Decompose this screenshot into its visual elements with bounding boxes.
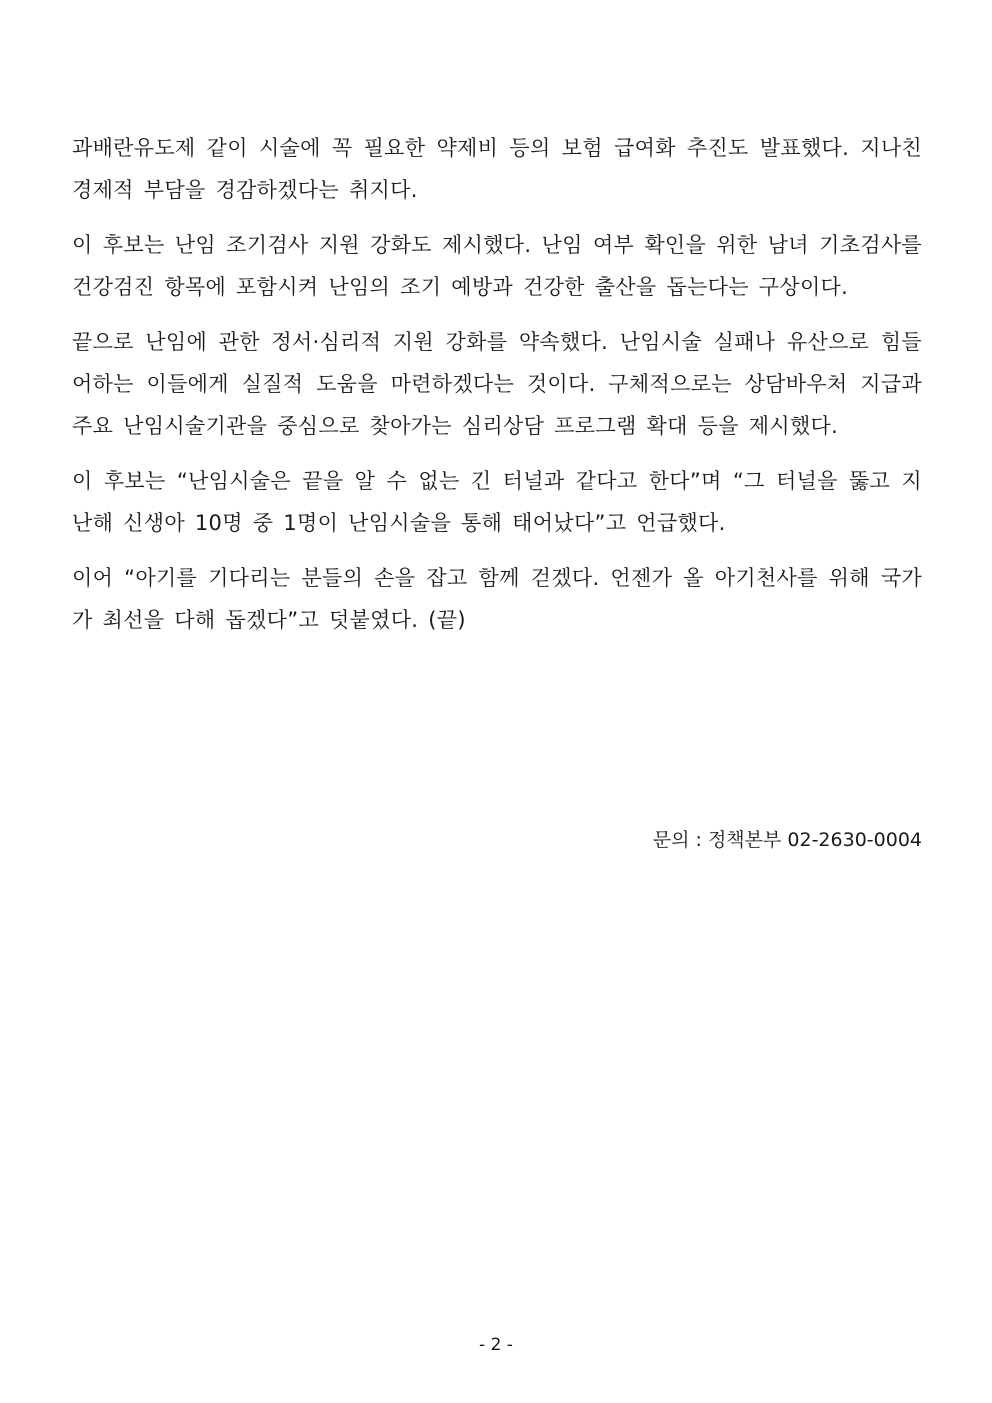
- paragraph-drug-coverage: 과배란유도제 같이 시술에 꼭 필요한 약제비 등의 보험 급여화 추진도 발표했다. 지나친 경제적 부담을 경감하겠다는 취지다.: [72, 136, 922, 202]
- paragraph-quote-tunnel: 이 후보는 “난임시술은 끝을 알 수 없는 긴 터널과 같다고 한다”며 “그 터널을 뚫고 지난해 신생아 10명 중 1명이 난임시술을 통해 태어났다”고 언급했다.: [72, 469, 922, 535]
- paragraph-early-screening: 이 후보는 난임 조기검사 지원 강화도 제시했다. 난임 여부 확인을 위한 남녀 기초검사를 건강검진 항목에 포함시켜 난임의 조기 예방과 건강한 출산을 돕는다는 구상이다.: [72, 233, 922, 299]
- paragraph-quote-closing: 이어 “아기를 기다리는 분들의 손을 잡고 함께 걷겠다. 언젠가 올 아기천사를 위해 국가가 최선을 다해 돕겠다”고 덧붙였다. (끝): [72, 566, 922, 632]
- body-text: [72, 127, 922, 654]
- contact-info: 문의 : 정책본부 02-2630-0004: [652, 829, 922, 851]
- page-number: - 2 -: [479, 1335, 513, 1355]
- paragraph-psychological-support: 끝으로 난임에 관한 정서·심리적 지원 강화를 약속했다. 난임시술 실패나 유산으로 힘들어하는 이들에게 실질적 도움을 마련하겠다는 것이다. 구체적으로는 상담바우처 지급과 주요 난임시술기관을 중심으로 찾아가는 심리상담 프로그램 확대 등을 제시했다.: [72, 330, 922, 438]
